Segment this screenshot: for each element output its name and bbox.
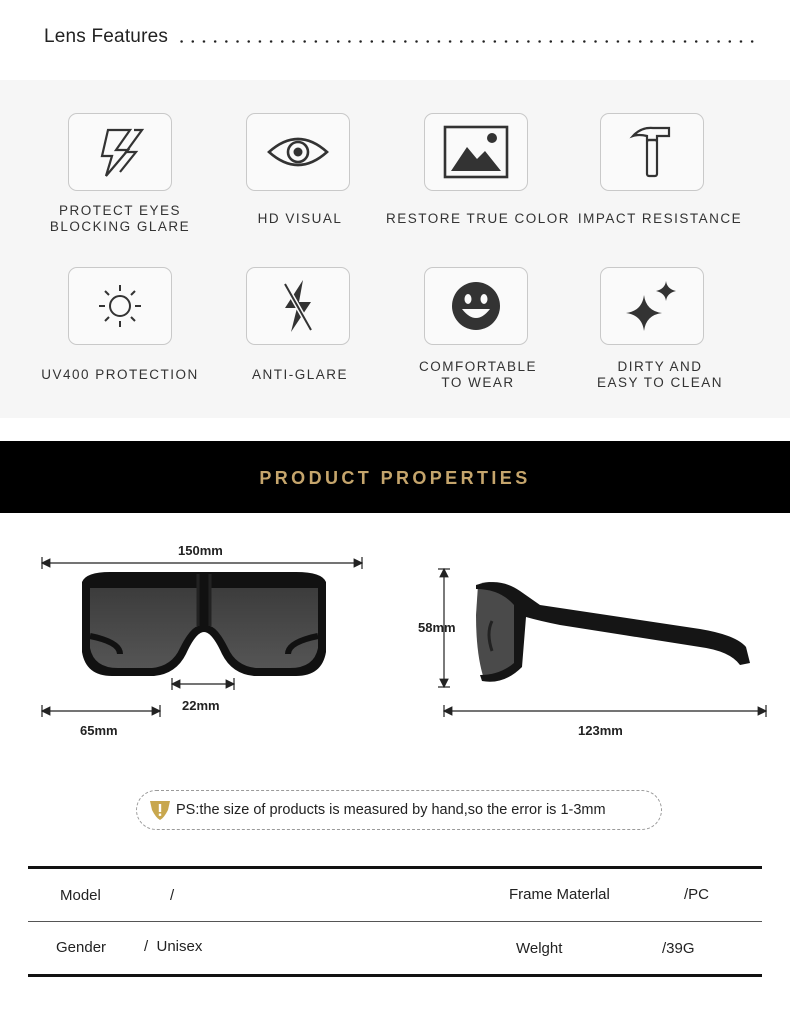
feature-label: ANTI-GLARE — [251, 367, 348, 382]
table-top-border — [28, 866, 762, 869]
temple-length-label: 123mm — [578, 723, 623, 738]
lightning-bolt-icon — [68, 113, 172, 191]
table-bottom-border — [28, 974, 762, 977]
note-text: PS:the size of products is measured by hand,so the error is 1-3mm — [176, 802, 606, 818]
feature-label: DIRTY AND EASY TO CLEAN — [596, 359, 724, 390]
model-value: / — [170, 887, 175, 904]
hammer-icon — [600, 113, 704, 191]
feature-label: COMFORTABLE TO WEAR — [418, 359, 537, 390]
smiley-face-icon — [424, 267, 528, 345]
sparkle-icon — [600, 267, 704, 345]
sun-icon — [68, 267, 172, 345]
frame-material-value: /PC — [684, 886, 710, 903]
side-view-diagram — [400, 555, 780, 735]
feature-label: HD VISUAL — [257, 211, 343, 226]
weight-value: /39G — [662, 940, 695, 957]
gender-label: Gender — [56, 939, 107, 956]
mountain-image-icon — [424, 113, 528, 191]
section-title: Lens Features — [44, 26, 169, 47]
banner-title: PRODUCT PROPERTIES — [259, 468, 531, 488]
frame-material-label: Frame Materlal — [509, 886, 610, 903]
front-view-diagram — [0, 530, 400, 750]
anti-glare-icon — [246, 267, 350, 345]
weight-label: Welght — [516, 940, 563, 957]
dotted-divider — [176, 40, 754, 43]
eye-icon — [246, 113, 350, 191]
bridge-width-label: 22mm — [182, 698, 220, 713]
lens-height-label: 58mm — [418, 620, 456, 635]
lens-width-label: 65mm — [80, 723, 118, 738]
feature-label: IMPACT RESISTANCE — [577, 211, 743, 226]
feature-label: RESTORE TRUE COLOR — [385, 211, 571, 226]
feature-label: PROTECT EYES BLOCKING GLARE — [49, 203, 191, 234]
table-divider — [28, 921, 762, 922]
warning-shield-icon — [148, 798, 172, 822]
model-label: Model — [60, 887, 101, 904]
feature-label: UV400 PROTECTION — [41, 367, 199, 382]
gender-value: / Unisex — [144, 938, 203, 955]
total-width-label: 150mm — [178, 543, 223, 558]
